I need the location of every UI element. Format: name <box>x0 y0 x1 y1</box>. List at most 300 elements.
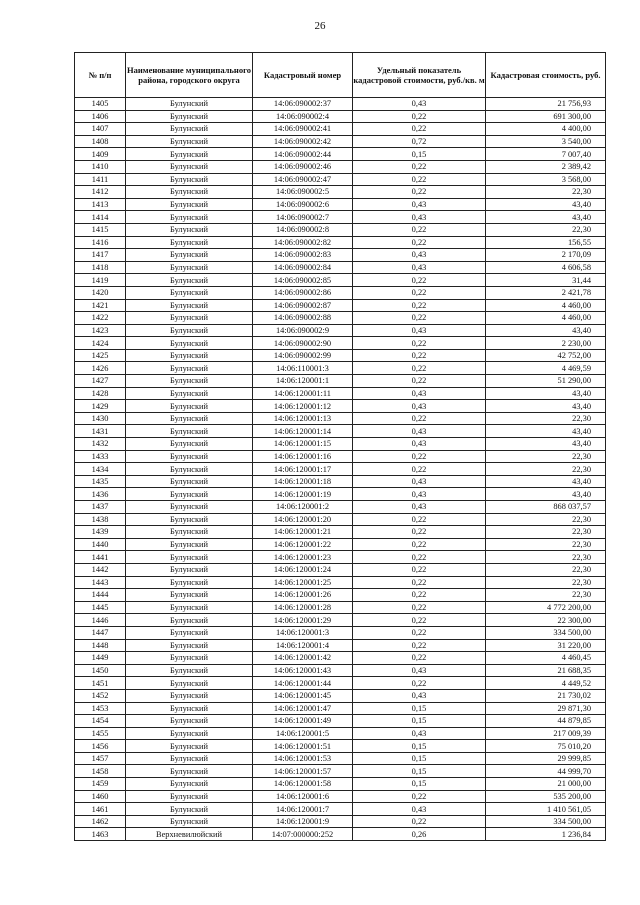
unit-value-cell: 0,22 <box>353 652 486 665</box>
district-cell: Булунский <box>126 626 253 639</box>
cadastral-value-cell: 21 688,35 <box>486 664 606 677</box>
district-cell: Булунский <box>126 337 253 350</box>
row-number-cell: 1455 <box>75 727 126 740</box>
table-row <box>75 538 606 551</box>
district-cell: Булунский <box>126 715 253 728</box>
cadastral-value-cell: 2 170,09 <box>486 249 606 262</box>
cadastral-number-cell: 14:06:120001:47 <box>253 702 353 715</box>
table-row <box>75 765 606 778</box>
row-number-cell: 1442 <box>75 563 126 576</box>
district-cell: Булунский <box>126 689 253 702</box>
cadastral-value-cell: 334 500,00 <box>486 815 606 828</box>
unit-value-cell: 0,22 <box>353 349 486 362</box>
district-cell: Булунский <box>126 538 253 551</box>
cadastral-value-cell: 3 568,00 <box>486 173 606 186</box>
unit-value-cell: 0,22 <box>353 312 486 325</box>
header-cadastral-number: Кадастровый номер <box>253 53 353 98</box>
table-row <box>75 98 606 111</box>
cadastral-number-cell: 14:06:090002:84 <box>253 261 353 274</box>
unit-value-cell: 0,43 <box>353 501 486 514</box>
row-number-cell: 1452 <box>75 689 126 702</box>
cadastral-number-cell: 14:06:120001:14 <box>253 425 353 438</box>
cadastral-number-cell: 14:06:110001:3 <box>253 362 353 375</box>
cadastral-value-cell: 22,30 <box>486 223 606 236</box>
row-number-cell: 1430 <box>75 412 126 425</box>
district-cell: Булунский <box>126 702 253 715</box>
district-cell: Булунский <box>126 614 253 627</box>
table-row <box>75 261 606 274</box>
table-row <box>75 576 606 589</box>
row-number-cell: 1439 <box>75 526 126 539</box>
district-cell: Булунский <box>126 312 253 325</box>
row-number-cell: 1440 <box>75 538 126 551</box>
cadastral-value-cell: 22 300,00 <box>486 614 606 627</box>
table-row <box>75 488 606 501</box>
cadastral-value-cell: 2 389,42 <box>486 160 606 173</box>
table-row <box>75 589 606 602</box>
cadastral-number-cell: 14:06:120001:58 <box>253 778 353 791</box>
row-number-cell: 1447 <box>75 626 126 639</box>
table-row <box>75 324 606 337</box>
row-number-cell: 1423 <box>75 324 126 337</box>
cadastral-number-cell: 14:06:090002:88 <box>253 312 353 325</box>
row-number-cell: 1433 <box>75 450 126 463</box>
table-row <box>75 286 606 299</box>
cadastral-value-cell: 22,30 <box>486 513 606 526</box>
cadastral-value-cell: 1 236,84 <box>486 828 606 841</box>
cadastral-value-cell: 43,40 <box>486 198 606 211</box>
table-row <box>75 198 606 211</box>
cadastral-value-cell: 22,30 <box>486 450 606 463</box>
unit-value-cell: 0,43 <box>353 438 486 451</box>
cadastral-value-cell: 22,30 <box>486 526 606 539</box>
row-number-cell: 1456 <box>75 740 126 753</box>
cadastral-number-cell: 14:06:120001:12 <box>253 400 353 413</box>
unit-value-cell: 0,43 <box>353 400 486 413</box>
row-number-cell: 1409 <box>75 148 126 161</box>
unit-value-cell: 0,22 <box>353 223 486 236</box>
district-cell: Булунский <box>126 110 253 123</box>
cadastral-value-cell: 4 460,00 <box>486 312 606 325</box>
cadastral-value-cell: 29 871,30 <box>486 702 606 715</box>
district-cell: Булунский <box>126 375 253 388</box>
cadastral-value-cell: 43,40 <box>486 211 606 224</box>
unit-value-cell: 0,22 <box>353 563 486 576</box>
row-number-cell: 1414 <box>75 211 126 224</box>
table-row <box>75 526 606 539</box>
district-cell: Булунский <box>126 223 253 236</box>
table-row <box>75 450 606 463</box>
row-number-cell: 1437 <box>75 501 126 514</box>
row-number-cell: 1416 <box>75 236 126 249</box>
cadastral-value-cell: 43,40 <box>486 387 606 400</box>
unit-value-cell: 0,43 <box>353 387 486 400</box>
unit-value-cell: 0,22 <box>353 639 486 652</box>
cadastral-number-cell: 14:06:120001:49 <box>253 715 353 728</box>
table-row <box>75 740 606 753</box>
row-number-cell: 1419 <box>75 274 126 287</box>
unit-value-cell: 0,43 <box>353 727 486 740</box>
cadastral-value-cell: 2 230,00 <box>486 337 606 350</box>
unit-value-cell: 0,22 <box>353 274 486 287</box>
cadastral-value-table <box>74 52 606 841</box>
cadastral-number-cell: 14:06:120001:57 <box>253 765 353 778</box>
district-cell: Булунский <box>126 475 253 488</box>
cadastral-number-cell: 14:06:120001:18 <box>253 475 353 488</box>
unit-value-cell: 0,22 <box>353 614 486 627</box>
table-row <box>75 513 606 526</box>
cadastral-value-cell: 31 220,00 <box>486 639 606 652</box>
unit-value-cell: 0,22 <box>353 186 486 199</box>
district-cell: Булунский <box>126 513 253 526</box>
table-row <box>75 715 606 728</box>
district-cell: Булунский <box>126 501 253 514</box>
unit-value-cell: 0,43 <box>353 198 486 211</box>
unit-value-cell: 0,22 <box>353 677 486 690</box>
cadastral-number-cell: 14:06:120001:1 <box>253 375 353 388</box>
table-row <box>75 727 606 740</box>
cadastral-number-cell: 14:06:090002:87 <box>253 299 353 312</box>
cadastral-number-cell: 14:06:120001:28 <box>253 601 353 614</box>
row-number-cell: 1425 <box>75 349 126 362</box>
unit-value-cell: 0,22 <box>353 601 486 614</box>
cadastral-value-cell: 22,30 <box>486 589 606 602</box>
table-row <box>75 349 606 362</box>
cadastral-number-cell: 14:06:090002:9 <box>253 324 353 337</box>
cadastral-value-cell: 43,40 <box>486 400 606 413</box>
unit-value-cell: 0,15 <box>353 765 486 778</box>
page-number: 26 <box>314 20 326 32</box>
row-number-cell: 1411 <box>75 173 126 186</box>
row-number-cell: 1412 <box>75 186 126 199</box>
cadastral-number-cell: 14:06:120001:44 <box>253 677 353 690</box>
header-row-number: № п/п <box>75 53 126 98</box>
unit-value-cell: 0,22 <box>353 337 486 350</box>
cadastral-number-cell: 14:06:120001:15 <box>253 438 353 451</box>
cadastral-number-cell: 14:06:120001:42 <box>253 652 353 665</box>
header-unit-value: Удельный показатель кадастровой стоимости, руб./кв. м <box>353 53 486 98</box>
cadastral-value-cell: 2 421,78 <box>486 286 606 299</box>
district-cell: Булунский <box>126 727 253 740</box>
district-cell: Булунский <box>126 349 253 362</box>
row-number-cell: 1446 <box>75 614 126 627</box>
row-number-cell: 1424 <box>75 337 126 350</box>
unit-value-cell: 0,15 <box>353 148 486 161</box>
district-cell: Булунский <box>126 551 253 564</box>
unit-value-cell: 0,22 <box>353 236 486 249</box>
cadastral-value-cell: 4 469,59 <box>486 362 606 375</box>
cadastral-value-cell: 21 730,02 <box>486 689 606 702</box>
district-cell: Верхневилюйский <box>126 828 253 841</box>
unit-value-cell: 0,43 <box>353 475 486 488</box>
table-row <box>75 677 606 690</box>
cadastral-value-cell: 156,55 <box>486 236 606 249</box>
cadastral-number-cell: 14:06:090002:82 <box>253 236 353 249</box>
row-number-cell: 1443 <box>75 576 126 589</box>
cadastral-number-cell: 14:06:090002:6 <box>253 198 353 211</box>
row-number-cell: 1422 <box>75 312 126 325</box>
district-cell: Булунский <box>126 186 253 199</box>
cadastral-value-cell: 21 756,93 <box>486 98 606 111</box>
cadastral-number-cell: 14:06:090002:37 <box>253 98 353 111</box>
unit-value-cell: 0,22 <box>353 463 486 476</box>
row-number-cell: 1428 <box>75 387 126 400</box>
row-number-cell: 1445 <box>75 601 126 614</box>
table-row <box>75 551 606 564</box>
district-cell: Булунский <box>126 123 253 136</box>
cadastral-number-cell: 14:06:120001:45 <box>253 689 353 702</box>
row-number-cell: 1435 <box>75 475 126 488</box>
cadastral-number-cell: 14:06:120001:7 <box>253 803 353 816</box>
district-cell: Булунский <box>126 425 253 438</box>
district-cell: Булунский <box>126 148 253 161</box>
cadastral-number-cell: 14:06:090002:85 <box>253 274 353 287</box>
table-row <box>75 186 606 199</box>
district-cell: Булунский <box>126 639 253 652</box>
district-cell: Булунский <box>126 815 253 828</box>
cadastral-value-cell: 44 879,85 <box>486 715 606 728</box>
cadastral-value-cell: 22,30 <box>486 563 606 576</box>
unit-value-cell: 0,43 <box>353 98 486 111</box>
row-number-cell: 1431 <box>75 425 126 438</box>
table-row <box>75 752 606 765</box>
table-header-row <box>75 53 606 98</box>
unit-value-cell: 0,15 <box>353 702 486 715</box>
cadastral-value-cell: 31,44 <box>486 274 606 287</box>
cadastral-number-cell: 14:06:120001:23 <box>253 551 353 564</box>
district-cell: Булунский <box>126 211 253 224</box>
cadastral-value-cell: 4 606,58 <box>486 261 606 274</box>
district-cell: Булунский <box>126 412 253 425</box>
cadastral-value-cell: 43,40 <box>486 425 606 438</box>
table-row <box>75 626 606 639</box>
row-number-cell: 1432 <box>75 438 126 451</box>
cadastral-number-cell: 14:06:120001:22 <box>253 538 353 551</box>
cadastral-value-cell: 4 460,00 <box>486 299 606 312</box>
row-number-cell: 1417 <box>75 249 126 262</box>
table-row <box>75 828 606 841</box>
district-cell: Булунский <box>126 601 253 614</box>
row-number-cell: 1448 <box>75 639 126 652</box>
table-row <box>75 639 606 652</box>
cadastral-number-cell: 14:06:090002:44 <box>253 148 353 161</box>
table-row <box>75 438 606 451</box>
table-row <box>75 790 606 803</box>
row-number-cell: 1438 <box>75 513 126 526</box>
cadastral-number-cell: 14:06:090002:46 <box>253 160 353 173</box>
cadastral-number-cell: 14:06:120001:11 <box>253 387 353 400</box>
unit-value-cell: 0,43 <box>353 324 486 337</box>
table-row <box>75 249 606 262</box>
unit-value-cell: 0,15 <box>353 715 486 728</box>
district-cell: Булунский <box>126 790 253 803</box>
cadastral-number-cell: 14:06:120001:2 <box>253 501 353 514</box>
unit-value-cell: 0,22 <box>353 551 486 564</box>
cadastral-number-cell: 14:06:120001:25 <box>253 576 353 589</box>
district-cell: Булунский <box>126 576 253 589</box>
table-row <box>75 362 606 375</box>
unit-value-cell: 0,22 <box>353 526 486 539</box>
unit-value-cell: 0,43 <box>353 249 486 262</box>
cadastral-number-cell: 14:06:090002:47 <box>253 173 353 186</box>
cadastral-value-cell: 75 010,20 <box>486 740 606 753</box>
district-cell: Булунский <box>126 563 253 576</box>
cadastral-value-cell: 43,40 <box>486 324 606 337</box>
cadastral-value-cell: 43,40 <box>486 488 606 501</box>
cadastral-number-cell: 14:06:120001:26 <box>253 589 353 602</box>
cadastral-number-cell: 14:06:120001:53 <box>253 752 353 765</box>
unit-value-cell: 0,43 <box>353 211 486 224</box>
district-cell: Булунский <box>126 450 253 463</box>
row-number-cell: 1450 <box>75 664 126 677</box>
district-cell: Булунский <box>126 261 253 274</box>
unit-value-cell: 0,22 <box>353 626 486 639</box>
cadastral-number-cell: 14:07:000000:252 <box>253 828 353 841</box>
header-district: Наименование муниципального района, городского округа <box>126 53 253 98</box>
district-cell: Булунский <box>126 664 253 677</box>
cadastral-value-cell: 21 000,00 <box>486 778 606 791</box>
cadastral-number-cell: 14:06:120001:24 <box>253 563 353 576</box>
table-row <box>75 236 606 249</box>
unit-value-cell: 0,26 <box>353 828 486 841</box>
table-row <box>75 400 606 413</box>
cadastral-value-cell: 7 007,40 <box>486 148 606 161</box>
cadastral-number-cell: 14:06:120001:17 <box>253 463 353 476</box>
cadastral-value-cell: 4 460,45 <box>486 652 606 665</box>
table-row <box>75 601 606 614</box>
table-row <box>75 160 606 173</box>
cadastral-number-cell: 14:06:120001:21 <box>253 526 353 539</box>
cadastral-number-cell: 14:06:090002:7 <box>253 211 353 224</box>
unit-value-cell: 0,22 <box>353 286 486 299</box>
table-row <box>75 664 606 677</box>
table-row <box>75 563 606 576</box>
cadastral-number-cell: 14:06:090002:90 <box>253 337 353 350</box>
row-number-cell: 1406 <box>75 110 126 123</box>
district-cell: Булунский <box>126 274 253 287</box>
district-cell: Булунский <box>126 677 253 690</box>
table-row <box>75 312 606 325</box>
district-cell: Булунский <box>126 463 253 476</box>
district-cell: Булунский <box>126 324 253 337</box>
table-row <box>75 211 606 224</box>
cadastral-number-cell: 14:06:090002:4 <box>253 110 353 123</box>
district-cell: Булунский <box>126 236 253 249</box>
row-number-cell: 1427 <box>75 375 126 388</box>
row-number-cell: 1434 <box>75 463 126 476</box>
unit-value-cell: 0,22 <box>353 110 486 123</box>
table-row <box>75 173 606 186</box>
row-number-cell: 1441 <box>75 551 126 564</box>
table-row <box>75 778 606 791</box>
unit-value-cell: 0,22 <box>353 173 486 186</box>
row-number-cell: 1410 <box>75 160 126 173</box>
cadastral-value-cell: 1 410 561,05 <box>486 803 606 816</box>
district-cell: Булунский <box>126 362 253 375</box>
cadastral-number-cell: 14:06:120001:9 <box>253 815 353 828</box>
table-row <box>75 337 606 350</box>
unit-value-cell: 0,15 <box>353 752 486 765</box>
district-cell: Булунский <box>126 135 253 148</box>
table-row <box>75 803 606 816</box>
unit-value-cell: 0,22 <box>353 123 486 136</box>
table-row <box>75 148 606 161</box>
unit-value-cell: 0,22 <box>353 790 486 803</box>
table-row <box>75 652 606 665</box>
cadastral-value-cell: 4 772 200,00 <box>486 601 606 614</box>
unit-value-cell: 0,22 <box>353 160 486 173</box>
district-cell: Булунский <box>126 173 253 186</box>
table-row <box>75 123 606 136</box>
row-number-cell: 1420 <box>75 286 126 299</box>
row-number-cell: 1421 <box>75 299 126 312</box>
table-row <box>75 475 606 488</box>
unit-value-cell: 0,22 <box>353 412 486 425</box>
row-number-cell: 1408 <box>75 135 126 148</box>
district-cell: Булунский <box>126 488 253 501</box>
cadastral-number-cell: 14:06:090002:8 <box>253 223 353 236</box>
district-cell: Булунский <box>126 740 253 753</box>
table-row <box>75 387 606 400</box>
row-number-cell: 1426 <box>75 362 126 375</box>
district-cell: Булунский <box>126 98 253 111</box>
district-cell: Булунский <box>126 778 253 791</box>
row-number-cell: 1444 <box>75 589 126 602</box>
unit-value-cell: 0,15 <box>353 740 486 753</box>
table-row <box>75 299 606 312</box>
cadastral-number-cell: 14:06:120001:4 <box>253 639 353 652</box>
table-row <box>75 375 606 388</box>
row-number-cell: 1429 <box>75 400 126 413</box>
district-cell: Булунский <box>126 765 253 778</box>
row-number-cell: 1415 <box>75 223 126 236</box>
unit-value-cell: 0,22 <box>353 576 486 589</box>
cadastral-number-cell: 14:06:090002:5 <box>253 186 353 199</box>
cadastral-value-cell: 43,40 <box>486 475 606 488</box>
cadastral-value-cell: 29 999,85 <box>486 752 606 765</box>
district-cell: Булунский <box>126 387 253 400</box>
unit-value-cell: 0,22 <box>353 513 486 526</box>
row-number-cell: 1413 <box>75 198 126 211</box>
row-number-cell: 1407 <box>75 123 126 136</box>
unit-value-cell: 0,22 <box>353 362 486 375</box>
table-row <box>75 463 606 476</box>
cadastral-value-cell: 334 500,00 <box>486 626 606 639</box>
cadastral-value-cell: 535 200,00 <box>486 790 606 803</box>
cadastral-value-cell: 4 449,52 <box>486 677 606 690</box>
table-row <box>75 274 606 287</box>
unit-value-cell: 0,22 <box>353 815 486 828</box>
table-row <box>75 689 606 702</box>
district-cell: Булунский <box>126 526 253 539</box>
cadastral-value-cell: 22,30 <box>486 551 606 564</box>
row-number-cell: 1457 <box>75 752 126 765</box>
cadastral-value-cell: 51 290,00 <box>486 375 606 388</box>
cadastral-value-cell: 22,30 <box>486 412 606 425</box>
cadastral-number-cell: 14:06:090002:41 <box>253 123 353 136</box>
table-row <box>75 501 606 514</box>
table-row <box>75 135 606 148</box>
cadastral-number-cell: 14:06:120001:20 <box>253 513 353 526</box>
table-row <box>75 425 606 438</box>
row-number-cell: 1458 <box>75 765 126 778</box>
district-cell: Булунский <box>126 299 253 312</box>
cadastral-number-cell: 14:06:120001:3 <box>253 626 353 639</box>
row-number-cell: 1418 <box>75 261 126 274</box>
district-cell: Булунский <box>126 286 253 299</box>
district-cell: Булунский <box>126 652 253 665</box>
district-cell: Булунский <box>126 589 253 602</box>
